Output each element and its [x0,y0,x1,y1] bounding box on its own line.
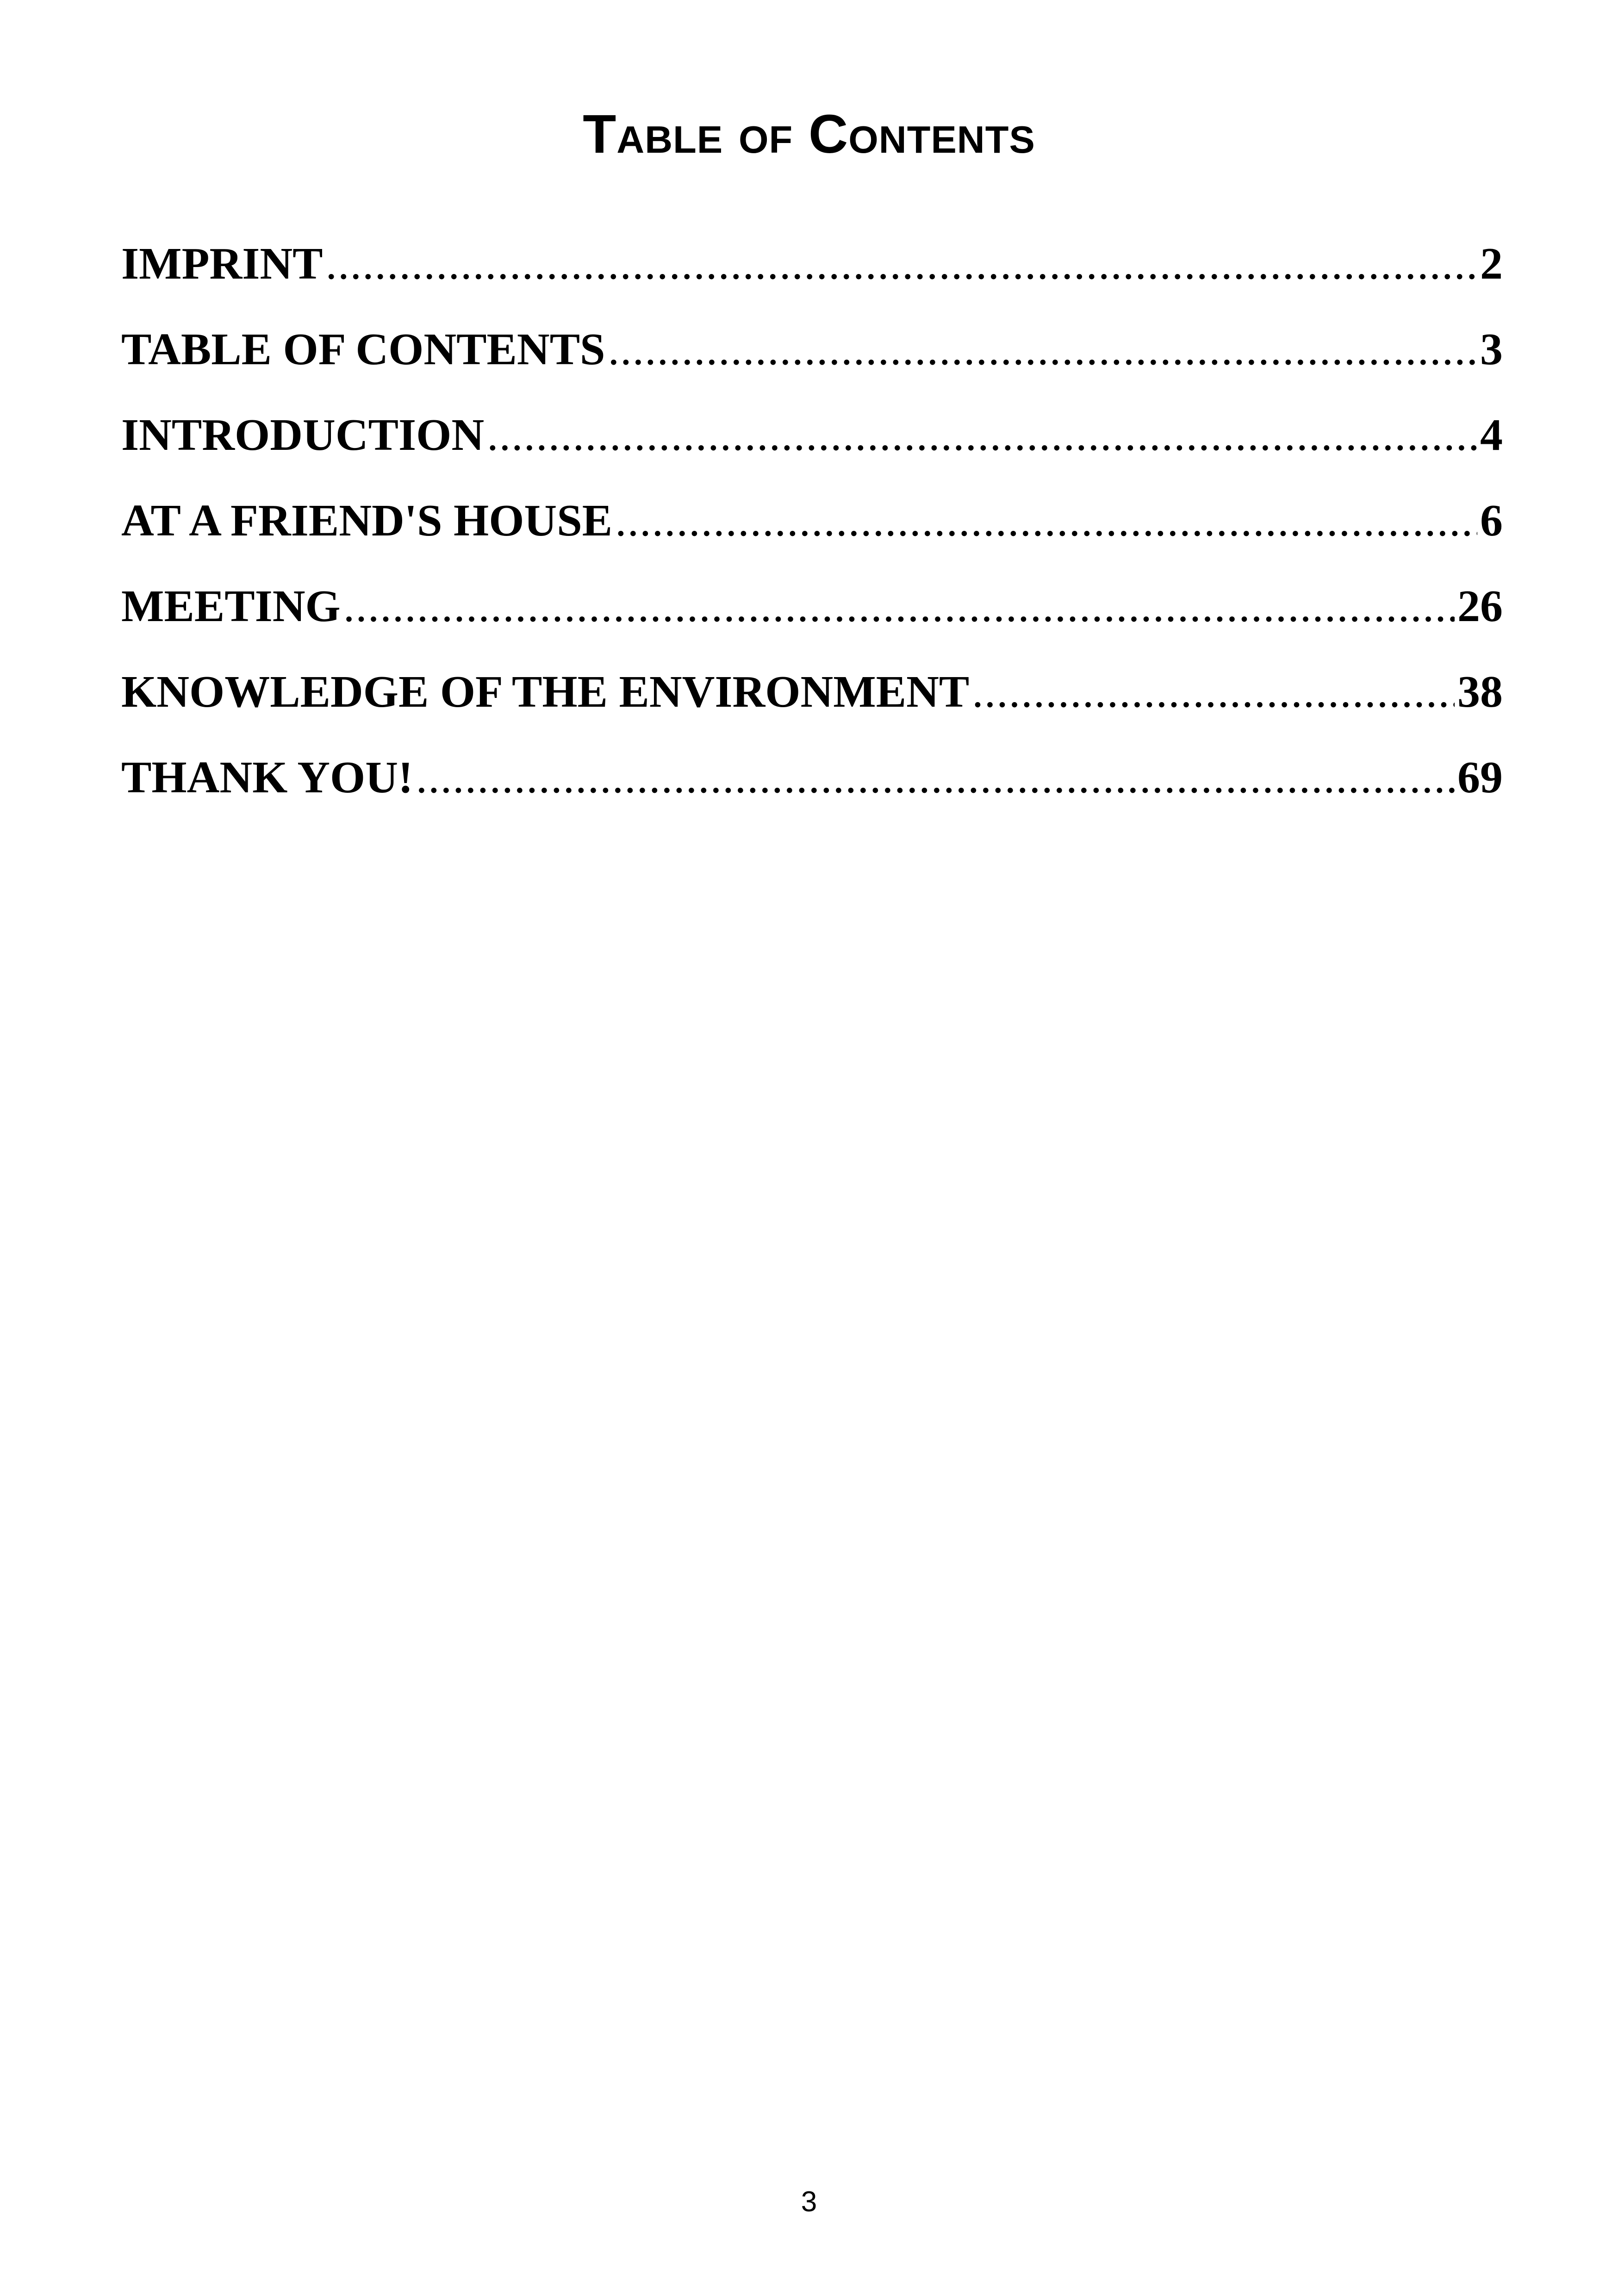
dot-leader [487,400,1477,470]
toc-entry-introduction[interactable] [121,400,1503,486]
toc-entry-page: 69 [1457,753,1503,803]
toc-entry-meeting[interactable] [121,572,1503,657]
toc-entry-imprint[interactable] [121,229,1503,315]
dot-leader [416,743,1455,812]
toc-entry-label: AT A FRIEND'S HOUSE [121,496,613,546]
toc-entry-page: 3 [1480,324,1503,374]
toc-entry-table-of-contents[interactable] [121,315,1503,400]
toc-entry-page: 38 [1457,667,1503,717]
dot-leader [343,572,1455,641]
dot-leader [326,229,1477,299]
toc-entry-label: INTRODUCTION [121,410,485,460]
page-number: 3 [801,2186,817,2218]
table-of-contents [121,229,1503,828]
toc-entry-at-a-friends-house[interactable] [121,486,1503,572]
page-title: Table of Contents [583,104,1035,165]
toc-entry-label: MEETING [121,581,341,631]
toc-entry-page: 2 [1480,239,1503,289]
toc-entry-label: KNOWLEDGE OF THE ENVIRONMENT [121,667,970,717]
dot-leader [972,657,1455,727]
dot-leader [608,315,1477,384]
toc-entry-label: TABLE OF CONTENTS [121,324,605,374]
toc-entry-page: 26 [1457,581,1503,631]
dot-leader [615,486,1477,555]
toc-entry-page: 6 [1480,496,1503,546]
toc-entry-knowledge-of-the-environment[interactable] [121,657,1503,743]
toc-entry-label: THANK YOU! [121,753,413,803]
toc-entry-label: IMPRINT [121,239,323,289]
toc-entry-page: 4 [1480,410,1503,460]
toc-entry-thank-you[interactable] [121,743,1503,828]
